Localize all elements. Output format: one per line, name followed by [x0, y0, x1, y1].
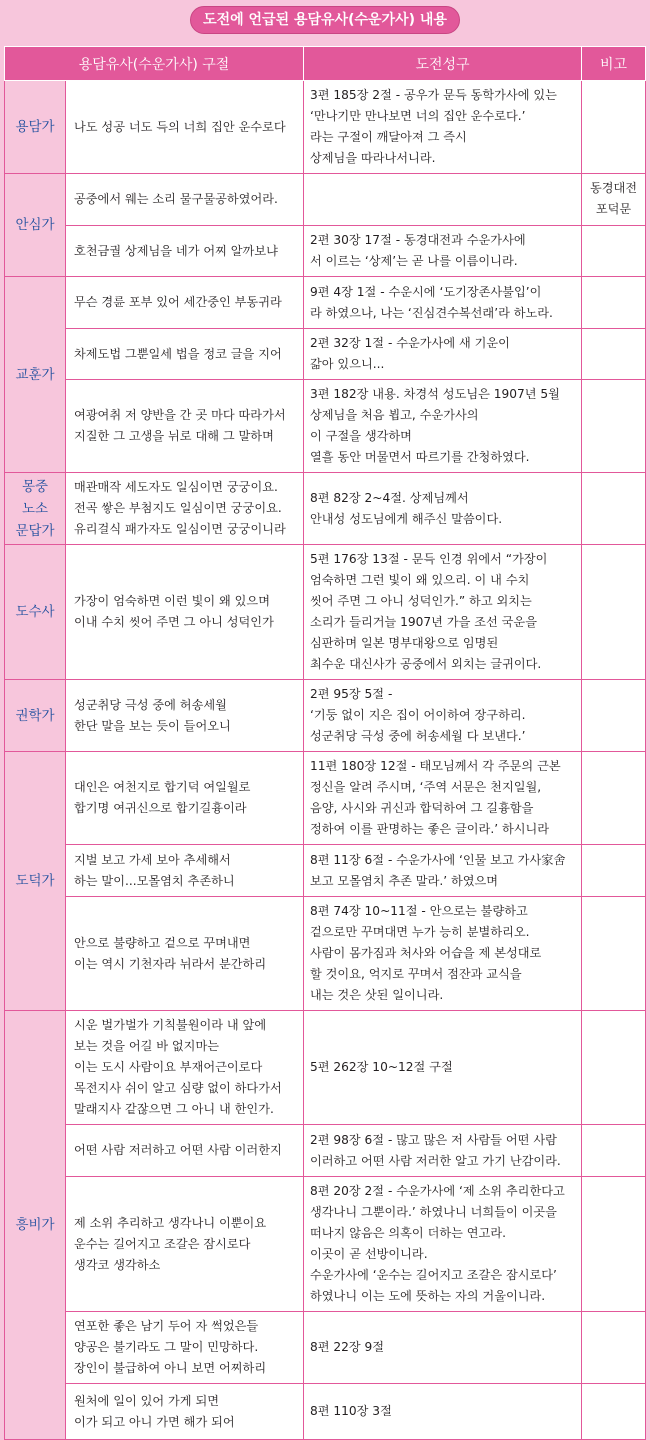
page-title: 도전에 언급된 용담유사(수운가사) 내용 — [190, 6, 460, 34]
dojeon-line: 라 하였으나, 나는 ‘진심견수복선래’라 하노라. — [310, 305, 553, 320]
verse-line: 시운 벌가벌가 기칙불원이라 내 앞에 — [74, 1018, 267, 1032]
table-row — [5, 380, 646, 473]
content-table — [4, 46, 646, 1440]
verse-cell — [66, 329, 304, 380]
dojeon-line: 2편 98장 6절 - 많고 많은 저 사람들 어떤 사람 — [310, 1132, 557, 1147]
category-line: 교훈가 — [15, 366, 55, 383]
dojeon-line: 8편 110장 3절 — [310, 1404, 392, 1418]
note-line: 동경대전 — [589, 181, 638, 195]
note-cell — [582, 277, 646, 329]
category-line: 권학가 — [15, 707, 55, 724]
category-line: 안심가 — [15, 217, 55, 233]
header-note: 비고 — [582, 47, 646, 81]
dojeon-cell — [304, 329, 582, 380]
dojeon-line: 서 이르는 ‘상제’는 곧 나를 이름이니라. — [310, 254, 518, 268]
verse-line: 연포한 좋은 남기 두어 자 썩었은들 — [74, 1319, 259, 1333]
table-row — [5, 277, 646, 329]
category-line: 용담가 — [15, 119, 55, 135]
verse-line: 하는 말이...모몰염치 추존하니 — [74, 873, 235, 888]
note-cell — [582, 473, 646, 545]
dojeon-line: 안내성 성도님에게 해주신 말씀이다. — [310, 511, 503, 526]
dojeon-line: 이러하고 어떤 사람 저러한 알고 가기 난감이라. — [310, 1153, 561, 1168]
category-line: 문답가 — [15, 522, 55, 539]
verse-line: 차제도법 그뿐일세 법을 정코 글을 지어 — [74, 346, 282, 361]
verse-line: 합기명 여귀신으로 합기길흉이라 — [74, 801, 247, 815]
dojeon-cell — [304, 752, 582, 845]
verse-line: 지벌 보고 가세 보아 추세해서 — [74, 852, 231, 867]
verse-line: 무슨 경륜 포부 있어 세간중인 부동귀라 — [74, 295, 282, 309]
verse-line: 어떤 사람 저러하고 어떤 사람 이러한지 — [74, 1143, 282, 1157]
table-header-row — [5, 47, 646, 81]
verse-line: 장인이 불급하여 아니 보면 어찌하리 — [74, 1361, 267, 1375]
note-line: 포덕문 — [595, 202, 632, 216]
verse-line: 유리걸식 패가자도 일심이면 궁궁이니라 — [74, 522, 286, 536]
verse-cell — [66, 1177, 304, 1312]
dojeon-line: ‘만나기만 만나보면 너의 집안 운수로다.’ — [310, 109, 526, 123]
verse-line: 원처에 일이 있어 가게 되면 — [74, 1393, 220, 1408]
verse-line: 나도 성공 너도 득의 너희 집안 운수로다 — [74, 119, 286, 134]
dojeon-line: 3편 185장 2절 - 공우가 문득 동학가사에 있는 — [310, 88, 557, 102]
dojeon-cell — [304, 1125, 582, 1177]
table-body — [5, 81, 646, 1440]
verse-cell — [66, 845, 304, 897]
verse-line: 이는 도시 사람이요 부재어근이로다 — [74, 1060, 263, 1074]
note-cell — [582, 1177, 646, 1312]
dojeon-cell — [304, 897, 582, 1011]
table-row — [5, 897, 646, 1011]
verse-line: 가장이 엄숙하면 이런 빛이 왜 있으며 — [74, 594, 270, 608]
dojeon-line: 심판하며 일본 명부대왕으로 임명된 — [310, 636, 499, 650]
dojeon-line: 8편 20장 2절 - 수운가사에 ‘제 소위 추리한다고 — [310, 1184, 565, 1198]
dojeon-cell — [304, 1177, 582, 1312]
dojeon-line: 생각나니 그뿐이라.’ 하였나니 너희들이 이곳을 — [310, 1205, 557, 1219]
dojeon-line: 8편 22장 9절 — [310, 1340, 385, 1354]
category-line: 흥비가 — [15, 1217, 55, 1233]
verse-cell — [66, 1011, 304, 1125]
category-cell — [5, 680, 66, 752]
verse-line: 공중에서 웨는 소리 물구물공하였어라. — [74, 192, 278, 206]
dojeon-line: 갊아 있으니... — [310, 357, 385, 371]
verse-line: 이가 되고 아니 가면 해가 되어 — [74, 1414, 235, 1429]
table-row — [5, 473, 646, 545]
title-banner — [0, 6, 650, 34]
dojeon-line: 내는 것은 삿된 일이니라. — [310, 988, 444, 1002]
verse-cell — [66, 545, 304, 680]
table-row — [5, 545, 646, 680]
verse-cell — [66, 226, 304, 277]
dojeon-line: 라는 구절이 깨달아져 그 즉시 — [310, 130, 467, 144]
dojeon-cell — [304, 380, 582, 473]
dojeon-line: 11편 180장 12절 - 태모님께서 각 주문의 근본 — [310, 759, 561, 773]
header-dojeon: 도전성구 — [304, 47, 582, 81]
table-row — [5, 752, 646, 845]
verse-cell — [66, 1312, 304, 1384]
verse-line: 제 소위 추리하고 생각나니 이뿐이요 — [74, 1215, 267, 1230]
table-row — [5, 81, 646, 174]
verse-line: 지질한 그 고생을 뉘로 대해 그 말하며 — [74, 429, 274, 443]
table-row — [5, 226, 646, 277]
verse-cell — [66, 174, 304, 226]
dojeon-line: 씻어 주면 그 아니 성덕인가.” 하고 외치는 — [310, 594, 532, 608]
verse-cell — [66, 277, 304, 329]
verse-line: 여광여취 저 양반을 간 곳 마다 따라가서 — [74, 408, 286, 422]
dojeon-line: 할 것이요, 억지로 꾸며서 점잔과 교식을 — [310, 967, 522, 981]
table-row — [5, 1125, 646, 1177]
table-row — [5, 1011, 646, 1125]
verse-line: 전곡 쌓은 부첨지도 일심이면 궁궁이요. — [74, 501, 282, 515]
dojeon-line: 최수운 대신사가 공중에서 외치는 글귀이다. — [310, 657, 542, 671]
verse-line: 말래지사 같잖으면 그 아니 내 한인가. — [74, 1102, 274, 1116]
dojeon-line: 8편 11장 6절 - 수운가사에 ‘인물 보고 가사家舍 — [310, 852, 566, 867]
verse-line: 양공은 불기라도 그 말이 민망하다. — [74, 1340, 259, 1354]
dojeon-cell — [304, 1312, 582, 1384]
dojeon-line: 2편 95장 5절 - — [310, 687, 393, 701]
note-cell — [582, 545, 646, 680]
dojeon-line: 엄숙하면 그런 빛이 왜 있으리. 이 내 수치 — [310, 573, 530, 587]
dojeon-line: 하였나니 이는 도에 뜻하는 자의 거울이니라. — [310, 1289, 546, 1303]
verse-line: 목전지사 쉬이 알고 심량 없이 하다가서 — [74, 1081, 282, 1095]
category-cell — [5, 545, 66, 680]
dojeon-line: 2편 30장 17절 - 동경대전과 수운가사에 — [310, 233, 526, 247]
dojeon-line: ‘기둥 없이 지은 집이 어이하여 장구하리. — [310, 708, 526, 722]
verse-cell — [66, 81, 304, 174]
category-cell — [5, 1011, 66, 1440]
note-cell — [582, 1384, 646, 1440]
dojeon-cell — [304, 174, 582, 226]
verse-line: 안으로 불량하고 겉으로 꾸며내면 — [74, 935, 251, 950]
note-cell — [582, 897, 646, 1011]
dojeon-cell — [304, 226, 582, 277]
dojeon-line: 상제님을 따라나서니라. — [310, 151, 436, 165]
category-cell — [5, 473, 66, 545]
category-cell — [5, 752, 66, 1011]
verse-line: 운수는 길어지고 조갈은 잠시로다 — [74, 1236, 251, 1251]
dojeon-line: 수운가사에 ‘운수는 길어지고 조갈은 잠시로다’ — [310, 1268, 557, 1282]
dojeon-cell — [304, 680, 582, 752]
category-line: 도덕가 — [15, 873, 55, 889]
dojeon-line: 상제님을 처음 뵙고, 수운가사의 — [310, 408, 479, 422]
note-cell — [582, 226, 646, 277]
dojeon-cell — [304, 545, 582, 680]
table-row — [5, 680, 646, 752]
verse-line: 이는 역시 기천자라 뉘라서 분간하리 — [74, 956, 267, 971]
dojeon-line: 정신을 알려 주시며, ‘주역 서문은 천지일월, — [310, 780, 542, 794]
note-cell — [582, 680, 646, 752]
verse-line: 매관매작 세도자도 일심이면 궁궁이요. — [74, 480, 278, 494]
dojeon-line: 3편 182장 내용. 차경석 성도님은 1907년 5월 — [310, 387, 560, 401]
dojeon-line: 이곳이 곧 선방이니라. — [310, 1247, 428, 1261]
note-cell — [582, 752, 646, 845]
dojeon-line: 사람이 몸가짐과 처사와 어습을 제 본성대로 — [310, 946, 542, 960]
dojeon-cell — [304, 1384, 582, 1440]
verse-cell — [66, 680, 304, 752]
dojeon-cell — [304, 845, 582, 897]
category-line: 몽중 — [21, 478, 49, 495]
dojeon-cell — [304, 473, 582, 545]
dojeon-line: 8편 74장 10~11절 - 안으로는 불량하고 — [310, 904, 528, 918]
table-row — [5, 174, 646, 226]
verse-line: 한단 말을 보는 듯이 들어오니 — [74, 718, 231, 733]
table-row — [5, 329, 646, 380]
dojeon-line: 성군취당 극성 중에 허송세월 다 보낸다.’ — [310, 729, 526, 743]
verse-line: 대인은 여천지로 합기덕 여일월로 — [74, 780, 251, 794]
table-row — [5, 845, 646, 897]
verse-line: 이내 수치 씻어 주면 그 아니 성덕인가 — [74, 615, 274, 629]
dojeon-cell — [304, 277, 582, 329]
dojeon-line: 8편 82장 2~4절. 상제님께서 — [310, 490, 469, 505]
verse-cell — [66, 1125, 304, 1177]
verse-line: 성군취당 극성 중에 허송세월 — [74, 697, 227, 712]
dojeon-line: 떠나지 않음은 의혹이 더하는 연고라. — [310, 1226, 506, 1240]
category-line: 도수사 — [15, 604, 55, 620]
category-line: 노소 — [21, 500, 49, 517]
verse-line: 호천금궐 상제님을 네가 어찌 알까보냐 — [74, 243, 278, 258]
verse-cell — [66, 1384, 304, 1440]
dojeon-cell — [304, 1011, 582, 1125]
note-cell — [582, 81, 646, 174]
table-row — [5, 1384, 646, 1440]
verse-cell — [66, 752, 304, 845]
dojeon-line: 소리가 들리거늘 1907년 가을 조선 국운을 — [310, 615, 537, 629]
dojeon-line: 5편 176장 13절 - 문득 인경 위에서 “가장이 — [310, 552, 548, 566]
dojeon-line: 5편 262장 10~12절 구절 — [310, 1060, 453, 1074]
category-cell — [5, 174, 66, 277]
table-row — [5, 1177, 646, 1312]
verse-cell — [66, 380, 304, 473]
note-cell — [582, 1312, 646, 1384]
dojeon-line: 보고 모몰염치 추존 말라.’ 하였으며 — [310, 873, 499, 888]
verse-cell — [66, 897, 304, 1011]
note-cell — [582, 1011, 646, 1125]
dojeon-cell — [304, 81, 582, 174]
dojeon-line: 2편 32장 1절 - 수운가사에 새 기운이 — [310, 336, 510, 350]
dojeon-line: 정하여 이를 판명하는 좋은 글이라.’ 하시니라 — [310, 822, 550, 836]
dojeon-line: 열흘 동안 머물면서 따르기를 간청하였다. — [310, 450, 530, 464]
dojeon-line: 음양, 사시와 귀신과 합덕하여 그 길흉함을 — [310, 801, 534, 815]
verse-cell — [66, 473, 304, 545]
verse-line: 생각코 생각하소 — [74, 1257, 161, 1272]
dojeon-line: 이 구절을 생각하며 — [310, 429, 412, 443]
verse-line: 보는 것을 어길 바 없지마는 — [74, 1039, 220, 1053]
dojeon-line: 겉으로만 꾸며대면 누가 능히 분별하리오. — [310, 925, 530, 939]
category-cell — [5, 277, 66, 473]
dojeon-line: 9편 4장 1절 - 수운시에 ‘도기장존사불입’이 — [310, 284, 542, 299]
table-row — [5, 1312, 646, 1384]
category-cell — [5, 81, 66, 174]
note-cell — [582, 329, 646, 380]
note-cell — [582, 1125, 646, 1177]
header-verse: 용담유사(수운가사) 구절 — [5, 47, 304, 81]
note-cell — [582, 380, 646, 473]
note-cell — [582, 845, 646, 897]
note-cell — [582, 174, 646, 226]
